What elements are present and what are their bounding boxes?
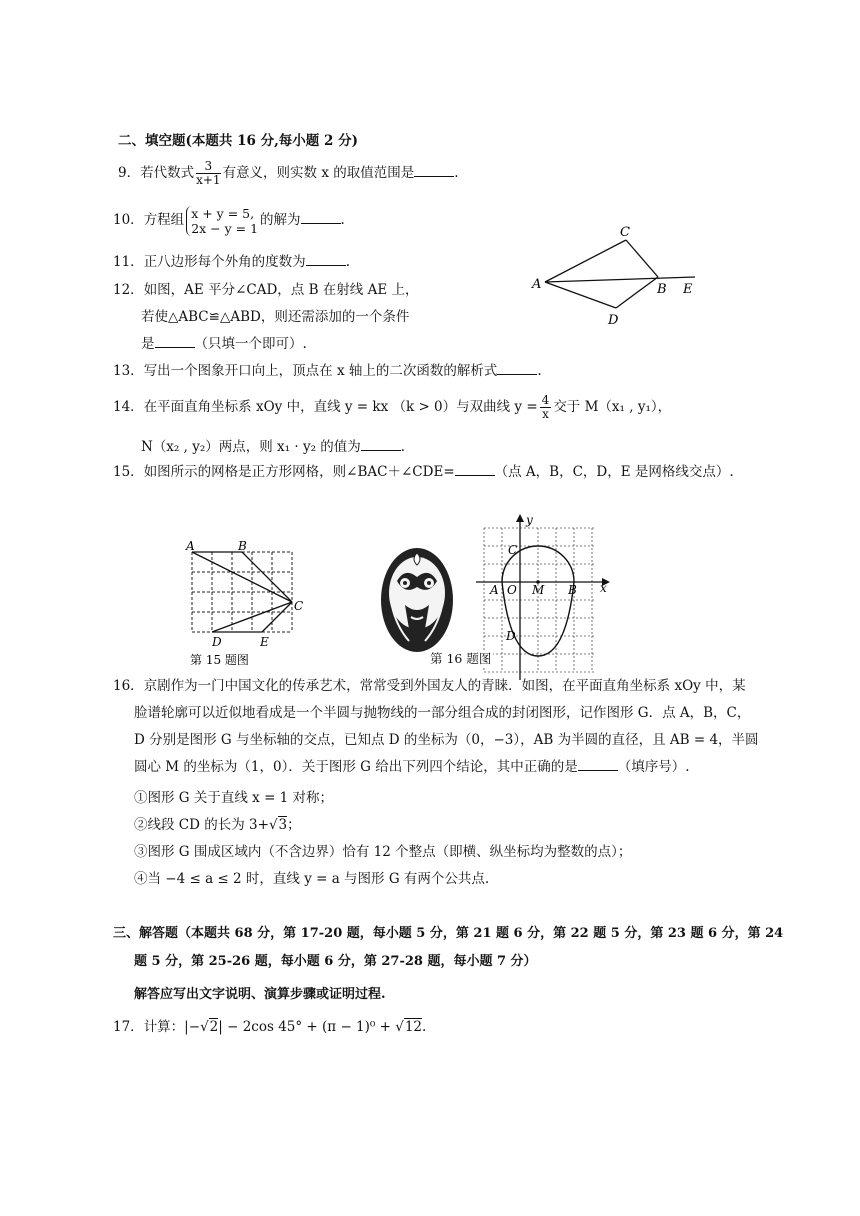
- x-axis-label: x: [600, 581, 607, 595]
- point-D-label: D: [212, 635, 222, 649]
- question-12-figure: [520, 220, 700, 330]
- answer-blank: [578, 758, 618, 771]
- fraction: $\frac{3}{x+1}$: [196, 159, 221, 187]
- question-15: 15．如图所示的网格是正方形网格，则∠BAC＋∠CDE= （点 A，B，C，D，E 是网格线交点）.: [113, 464, 734, 480]
- figure-15-caption: 第 15 题图: [190, 653, 249, 667]
- answer-blank: [361, 438, 401, 451]
- question-15-figure: [180, 540, 305, 670]
- point-E-label: E: [683, 282, 693, 297]
- section-3-title-line2: 题 5 分，第 25-26 题，每小题 6 分，第 27-28 题，每小题 7 分）: [134, 954, 537, 969]
- conclusion-3: ③图形 G 围成区域内（不含边界）恰有 12 个整点（即横、纵坐标均为整数的点）；: [134, 844, 632, 860]
- question-14-line1: 14．在平面直角坐标系 xOy 中，直线 y = kx （k > 0）与双曲线 y = $\frac{4}{x}$ 交于 M（x₁ , y₁），: [113, 393, 672, 421]
- point-A-label: A: [532, 277, 542, 292]
- point-D-label: D: [608, 313, 619, 328]
- section-3-title-line1: 三、解答题（本题共 68 分，第 17-20 题，每小题 5 分，第 21 题 6 分，第 22 题 5 分，第 23 题 6 分，第 24: [113, 926, 784, 941]
- answer-blank: [306, 253, 346, 266]
- point-A-label: A: [186, 540, 195, 553]
- question-13: 13．写出一个图象开口向上，顶点在 x 轴上的二次函数的解析式 .: [113, 363, 542, 379]
- question-12-line2: 若使△ABC≌△ABD，则还需添加的一个条件: [141, 309, 410, 325]
- fraction: $\frac{4}{x}$: [541, 393, 550, 421]
- point-E-label: E: [260, 635, 269, 649]
- question-16-line4: 圆心 M 的坐标为（1，0）．关于图形 G 给出下列四个结论，其中正确的是 （填序号）.: [134, 759, 690, 775]
- point-M-label: M: [532, 583, 545, 597]
- answer-blank: [414, 164, 454, 177]
- section-3-instructions: 解答应写出文字说明、演算步骤或证明过程.: [134, 987, 386, 1002]
- question-12-line1: 12．如图，AE 平分∠CAD，点 B 在射线 AE 上，: [113, 282, 419, 298]
- answer-blank: [455, 463, 495, 476]
- point-B-label: B: [238, 540, 247, 553]
- question-17: 17．计算：|−√2| − 2cos 45° + (π − 1)⁰ + √12.: [113, 1019, 427, 1035]
- point-D-label: D: [506, 629, 516, 643]
- conclusion-4: ④当 −4 ≤ a ≤ 2 时，直线 y = a 与图形 G 有两个公共点.: [134, 871, 490, 887]
- question-12-line3: 是 （只填一个即可）.: [141, 336, 307, 352]
- answer-blank: [155, 335, 195, 348]
- answer-blank: [301, 211, 341, 224]
- question-9: 9．若代数式 $\frac{3}{x+1}$ 有意义，则实数 x 的取值范围是 .: [118, 159, 459, 187]
- point-C-label: C: [294, 599, 304, 613]
- conclusion-2: ②线段 CD 的长为 3+√3；: [134, 817, 301, 833]
- section-2-title: 二、填空题(本题共 16 分,每小题 2 分): [118, 133, 358, 149]
- conclusion-1: ①图形 G 关于直线 x = 1 对称；: [134, 790, 334, 806]
- question-10: 10．方程组 x + y = 5, 2x − y = 1 的解为 .: [113, 205, 345, 236]
- point-B-label: B: [568, 583, 577, 597]
- question-14-line2: N（x₂ , y₂）两点，则 x₁ · y₂ 的值为 .: [141, 439, 406, 455]
- question-16-line3: D 分别是图形 G 与坐标轴的交点，已知点 D 的坐标为（0，−3），AB 为半圆的直径，且 AB = 4，半圆: [134, 732, 759, 748]
- y-axis-label: y: [526, 513, 533, 527]
- figure-16-caption: 第 16 题图: [430, 651, 492, 666]
- point-C-label: C: [508, 543, 518, 557]
- equation-system: x + y = 5, 2x − y = 1: [186, 206, 258, 236]
- question-11: 11．正八边形每个外角的度数为 .: [113, 254, 350, 270]
- question-16-line1: 16．京剧作为一门中国文化的传承艺术，常常受到外国友人的青睐．如图，在平面直角坐标系 xOy 中，某: [113, 678, 746, 694]
- point-A-label: A: [490, 583, 499, 597]
- origin-O-label: O: [507, 583, 517, 597]
- answer-blank: [497, 362, 537, 375]
- point-B-label: B: [657, 282, 667, 297]
- question-16-line2: 脸谱轮廓可以近似地看成是一个半圆与抛物线的一部分组合成的封闭图形，记作图形 G．点 A，B，C，: [134, 705, 751, 721]
- point-C-label: C: [620, 225, 630, 240]
